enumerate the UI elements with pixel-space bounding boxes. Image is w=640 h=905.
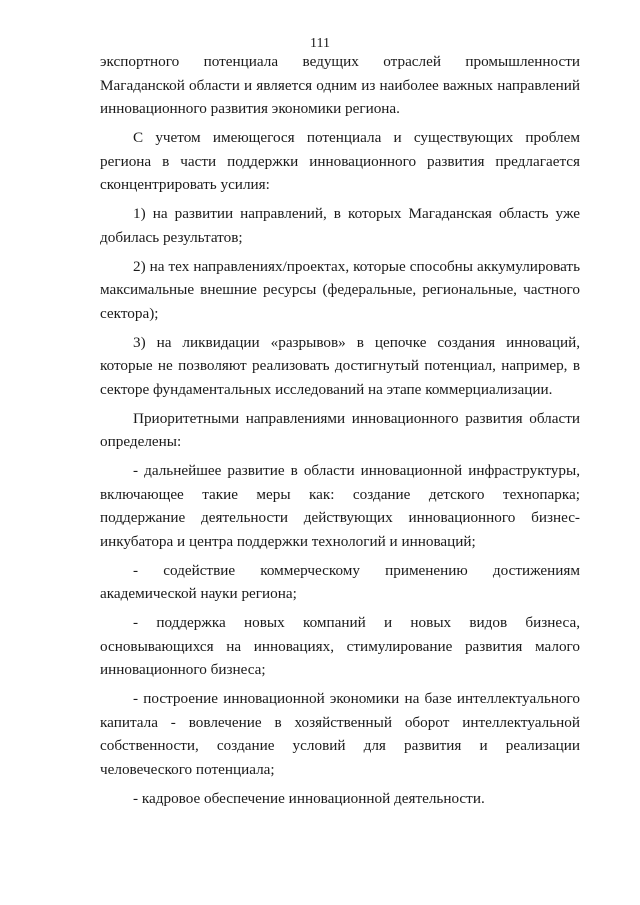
- document-body: [100, 50, 580, 816]
- priority-item-commercialization: - содействие коммерческому применению достижениям академической науки региона;: [100, 561, 580, 602]
- page-number: 111: [310, 36, 330, 51]
- priority-item-infrastructure: - дальнейшее развитие в области инновационной инфраструктуры, включающее такие меры как: создание детского технопарка; поддержание деятельности действующих инновационного бизнес-инкубатора и центра поддержки технологий и инноваций;: [100, 462, 580, 550]
- paragraph-priorities: Приоритетными направлениями инновационного развития области определены:: [100, 409, 580, 450]
- list-item-2: 2) на тех направлениях/проектах, которые способны аккумулировать максимальные внешние ресурсы (федеральные, региональные, частного сектора);: [100, 257, 580, 322]
- priority-item-staffing: - кадровое обеспечение инновационной деятельности.: [133, 789, 485, 807]
- list-item-3: 3) на ликвидации «разрывов» в цепочке создания инноваций, которые не позволяют реализовать достигнутый потенциал, например, в секторе фундаментальных исследований на этапе коммерциализации.: [100, 333, 580, 398]
- paragraph-intro: С учетом имеющегося потенциала и существующих проблем региона в части поддержки инновационного развития предлагается сконцентрировать усилия:: [100, 129, 580, 193]
- paragraph-continuation: экспортного потенциала ведущих отраслей промышленности Магаданской области и является одним из наиболее важных направлений инновационного развития экономики региона.: [100, 53, 580, 117]
- list-item-1: 1) на развитии направлений, в которых Магаданская область уже добилась результатов;: [100, 205, 580, 246]
- priority-item-new-companies: - поддержка новых компаний и новых видов бизнеса, основывающихся на инновациях, стимулирование развития малого инновационного бизнеса;: [100, 614, 580, 678]
- priority-item-innovation-economy: - построение инновационной экономики на базе интеллектуального капитала - вовлечение в хозяйственный оборот интеллектуальной собственности, создание условий для развития и реализации человеческого потенциала;: [100, 690, 580, 778]
